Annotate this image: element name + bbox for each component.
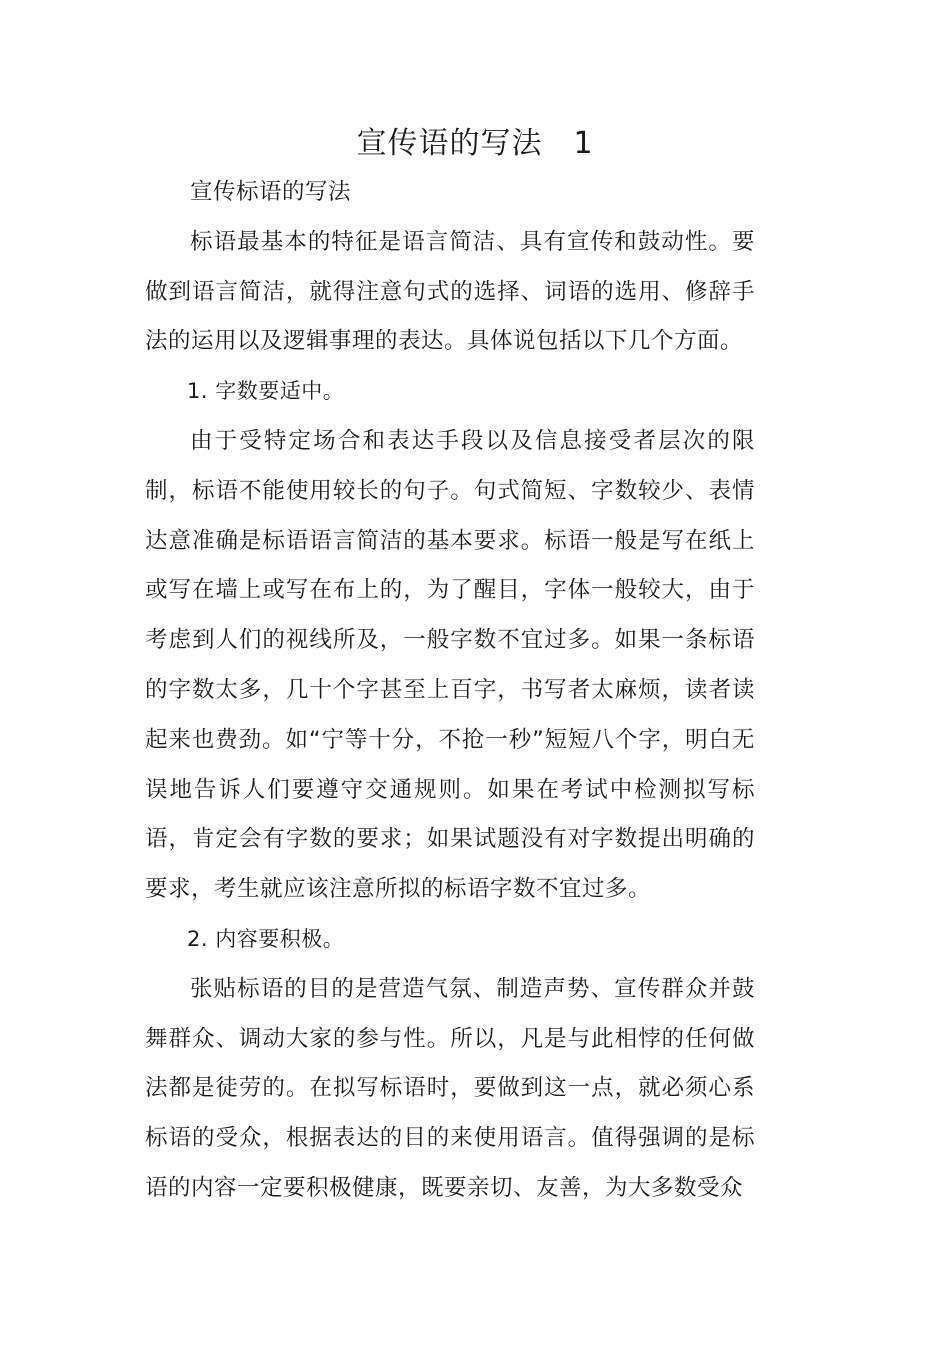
section-subtitle: 宣传标语的写法: [190, 179, 352, 205]
point-1-heading: 1. 字数要适中。: [187, 379, 345, 404]
point-2-paragraph: 张贴标语的目的是营造气氛、制造声势、宣传群众并鼓舞群众、调动大家的参与性。所以，凡是与此相悖的任何做法都是徒劳的。在拟写标语时，要做到这一点，就必须心系标语的受众，根据表达的目的来使用语言。值得强调的是标语的内容一定要积极健康，既要亲切、友善，为大多数受众: [145, 975, 755, 1201]
document-title: 宣传语的写法 1: [356, 126, 594, 161]
intro-paragraph: 标语最基本的特征是语言简洁、具有宣传和鼓动性。要做到语言简洁，就得注意句式的选择、词语的选用、修辞手法的运用以及逻辑事理的表达。具体说包括以下几个方面。: [145, 228, 755, 355]
document-body: [145, 168, 755, 1214]
point-2-heading: 2. 内容要积极。: [187, 926, 345, 951]
point-1-paragraph: 由于受特定场合和表达手段以及信息接受者层次的限制，标语不能使用较长的句子。句式简短、字数较少、表情达意准确是标语语言简洁的基本要求。标语一般是写在纸上或写在墙上或写在布上的，为了醒目，字体一般较大，由于考虑到人们的视线所及，一般字数不宜过多。如果一条标语的字数太多，几十个字甚至上百字，书写者太麻烦，读者读起来也费劲。如“宁等十分，不抢一秒”短短八个字，明白无误地告诉人们要遵守交通规则。如果在考试中检测拟写标语，肯定会有字数的要求；如果试题没有对字数提出明确的要求，考生就应该注意所拟的标语字数不宜过多。: [145, 427, 755, 903]
